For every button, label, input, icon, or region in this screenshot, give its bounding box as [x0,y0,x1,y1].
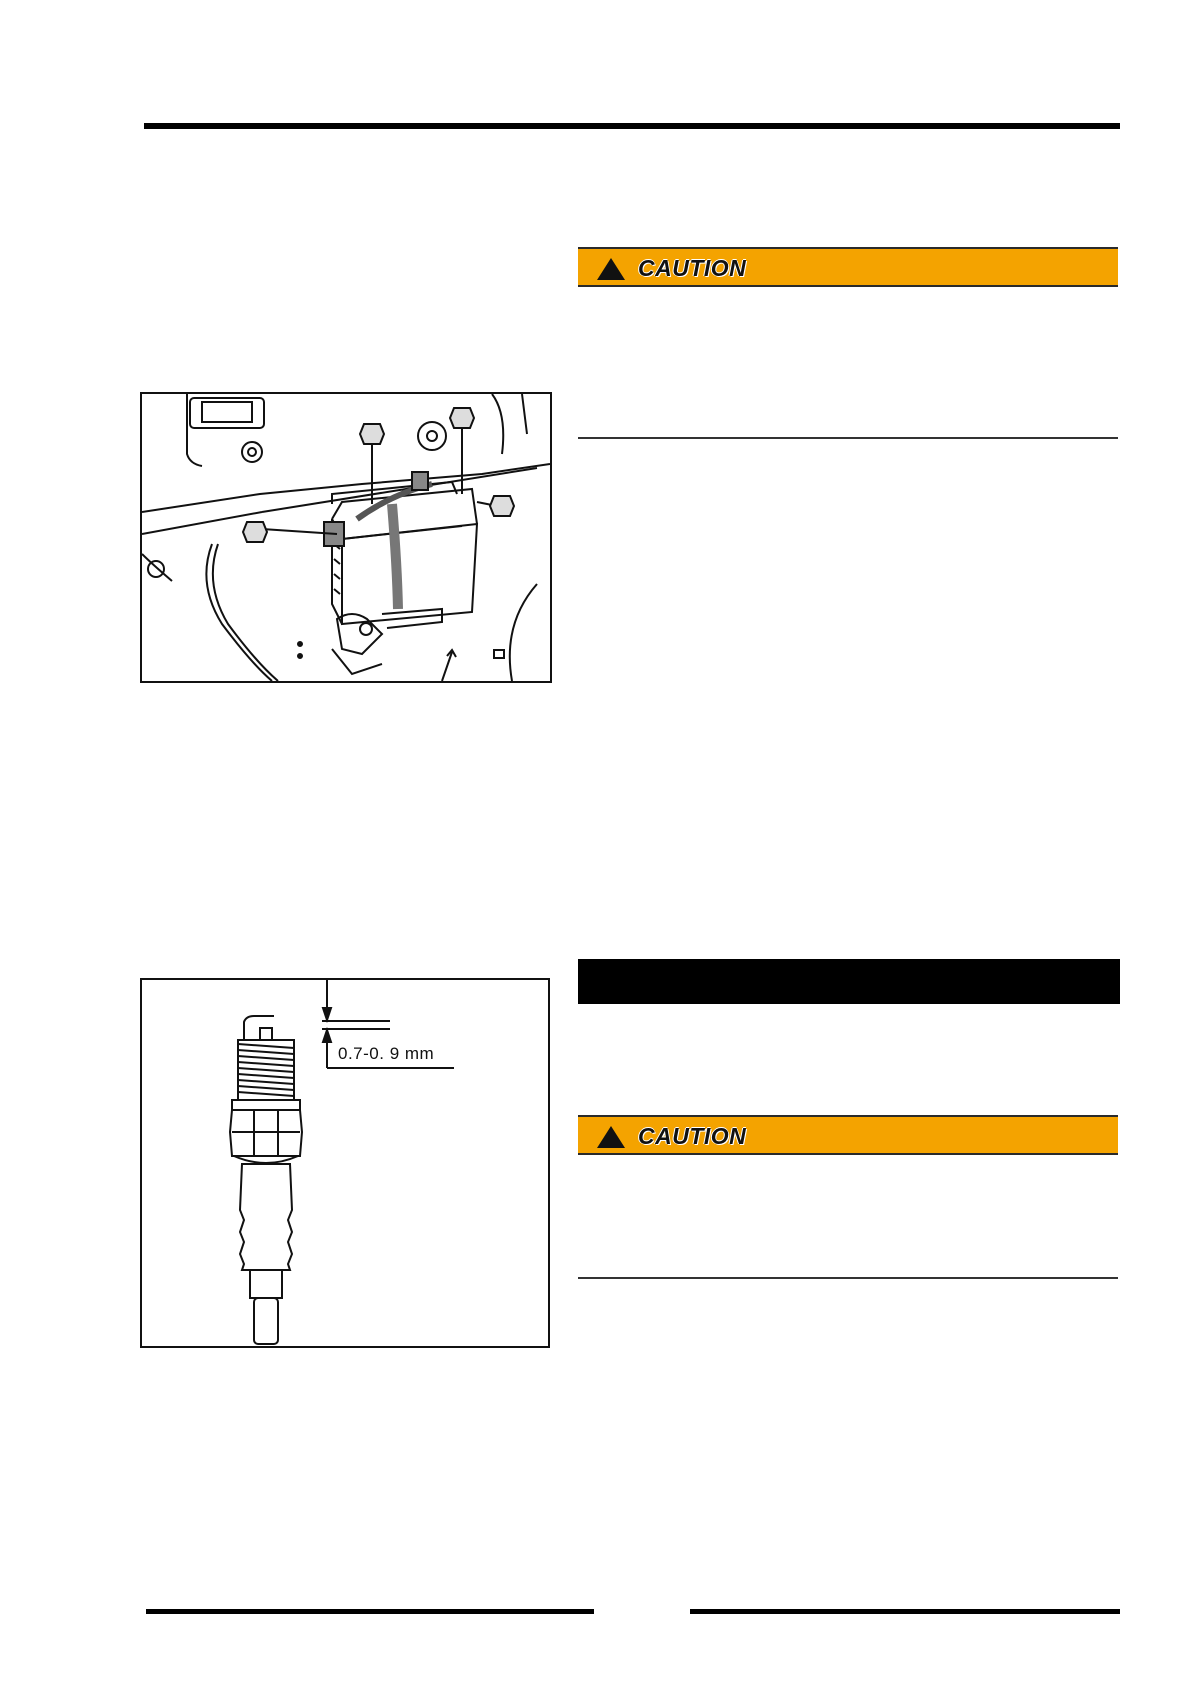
caution-label: CAUTION [638,255,747,281]
caution-label: CAUTION [638,1123,747,1149]
caution-banner-2 [578,1115,1118,1155]
spark-plug-figure [140,978,550,1348]
spark-plug-illustration [142,980,548,1346]
warning-triangle-icon [596,257,626,281]
battery-bracket-illustration [142,394,550,681]
caution-end-rule-1 [578,437,1118,439]
battery-figure [140,392,552,683]
header-rule [144,123,1120,129]
warning-triangle-icon [596,1125,626,1149]
footer-rule-left [146,1609,594,1614]
gap-measurement-label: 0.7-0. 9 mm [338,1044,435,1063]
caution-banner-1 [578,247,1118,287]
footer-rule-right [690,1609,1120,1614]
caution-end-rule-2 [578,1277,1118,1279]
section-heading-bar [578,959,1120,1004]
